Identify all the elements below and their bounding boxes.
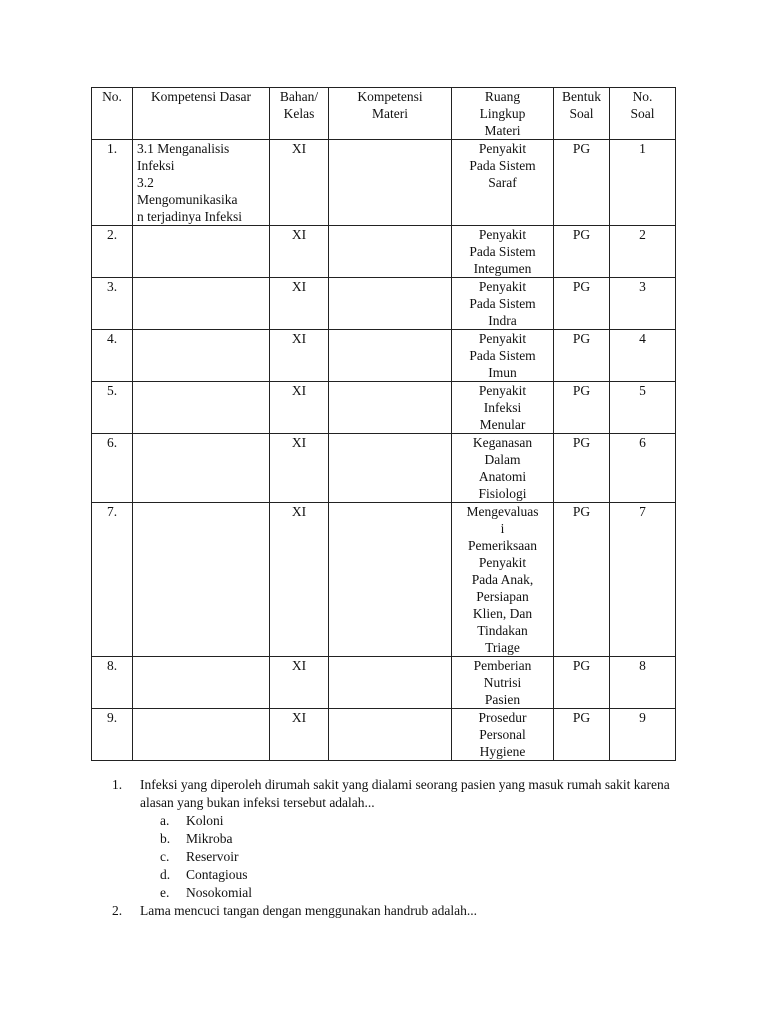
cell-kompetensi-dasar [133,434,270,503]
cell-ruang-lingkup: Pemberian Nutrisi Pasien [452,657,554,709]
cell-no-soal: 6 [610,434,676,503]
cell-bentuk-soal: PG [554,382,610,434]
cell-kompetensi-materi [329,278,452,330]
table-row [92,330,676,382]
question-number: 2. [112,903,123,918]
cell-kompetensi-dasar [133,709,270,761]
cell-bentuk-soal: PG [554,226,610,278]
cell-kompetensi-materi [329,330,452,382]
option-letter: c. [160,849,170,864]
table-row [92,226,676,278]
cell-kelas: XI [270,278,329,330]
cell-bentuk-soal: PG [554,278,610,330]
header-bentuk-soal: Bentuk Soal [554,88,610,140]
cell-kompetensi-materi [329,226,452,278]
option-text: Reservoir [186,849,239,864]
cell-kelas: XI [270,503,329,657]
header-kompetensi-materi: Kompetensi Materi [329,88,452,140]
table-row [92,434,676,503]
cell-bentuk-soal: PG [554,434,610,503]
cell-kelas: XI [270,382,329,434]
cell-kompetensi-dasar [133,657,270,709]
cell-kompetensi-dasar [133,278,270,330]
cell-bentuk-soal: PG [554,330,610,382]
cell-ruang-lingkup: Penyakit Pada Sistem Saraf [452,140,554,226]
question-2 [112,902,682,920]
option-text: Koloni [186,813,224,828]
cell-no-soal: 4 [610,330,676,382]
option-letter: a. [160,813,170,828]
cell-no: 9. [92,709,133,761]
cell-no: 1. [92,140,133,226]
cell-kompetensi-dasar [133,382,270,434]
cell-no-soal: 1 [610,140,676,226]
cell-kelas: XI [270,657,329,709]
cell-kompetensi-dasar [133,503,270,657]
cell-ruang-lingkup: Penyakit Pada Sistem Imun [452,330,554,382]
question-list [112,776,682,920]
cell-kompetensi-materi [329,434,452,503]
header-no-soal: No. Soal [610,88,676,140]
cell-no-soal: 8 [610,657,676,709]
cell-kompetensi-materi [329,140,452,226]
option-item [160,848,682,866]
table-row [92,503,676,657]
cell-no-soal: 7 [610,503,676,657]
header-ruang-lingkup: Ruang Lingkup Materi [452,88,554,140]
table-row [92,709,676,761]
cell-kompetensi-materi [329,709,452,761]
cell-ruang-lingkup: Keganasan Dalam Anatomi Fisiologi [452,434,554,503]
cell-no: 8. [92,657,133,709]
cell-no-soal: 2 [610,226,676,278]
cell-no-soal: 3 [610,278,676,330]
cell-kelas: XI [270,226,329,278]
cell-kompetensi-materi [329,503,452,657]
cell-bentuk-soal: PG [554,140,610,226]
cell-kelas: XI [270,709,329,761]
option-text: Contagious [186,867,248,882]
header-bahan-kelas: Bahan/ Kelas [270,88,329,140]
cell-no: 3. [92,278,133,330]
cell-bentuk-soal: PG [554,709,610,761]
cell-kompetensi-dasar: 3.1 Menganalisis Infeksi 3.2 Mengomunikasika n terjadinya Infeksi [133,140,270,226]
kisi-kisi-table [91,87,676,761]
option-item [160,830,682,848]
table-row [92,140,676,226]
option-letter: d. [160,867,171,882]
cell-kompetensi-dasar [133,330,270,382]
cell-kompetensi-materi [329,382,452,434]
table-row [92,278,676,330]
cell-no-soal: 9 [610,709,676,761]
cell-kelas: XI [270,140,329,226]
cell-ruang-lingkup: Prosedur Personal Hygiene [452,709,554,761]
cell-no-soal: 5 [610,382,676,434]
option-text: Nosokomial [186,885,252,900]
option-text: Mikroba [186,831,233,846]
option-item [160,866,682,884]
cell-no: 7. [92,503,133,657]
option-letter: b. [160,831,171,846]
cell-bentuk-soal: PG [554,503,610,657]
question-1 [112,776,682,812]
cell-ruang-lingkup: Penyakit Pada Sistem Indra [452,278,554,330]
header-no: No. [92,88,133,140]
cell-bentuk-soal: PG [554,657,610,709]
cell-ruang-lingkup: Mengevaluas i Pemeriksaan Penyakit Pada Anak, Persiapan Klien, Dan Tindakan Triage [452,503,554,657]
cell-kompetensi-dasar [133,226,270,278]
header-row [92,88,676,140]
option-letter: e. [160,885,170,900]
cell-kelas: XI [270,330,329,382]
question-text: Lama mencuci tangan dengan menggunakan handrub adalah... [140,903,477,918]
table-row [92,657,676,709]
cell-ruang-lingkup: Penyakit Infeksi Menular [452,382,554,434]
question-number: 1. [112,777,123,792]
option-item [160,884,682,902]
option-item [160,812,682,830]
cell-no: 5. [92,382,133,434]
cell-kompetensi-materi [329,657,452,709]
cell-no: 2. [92,226,133,278]
header-kompetensi-dasar: Kompetensi Dasar [133,88,270,140]
cell-no: 4. [92,330,133,382]
table-row [92,382,676,434]
cell-ruang-lingkup: Penyakit Pada Sistem Integumen [452,226,554,278]
question-text: Infeksi yang diperoleh dirumah sakit yang dialami seorang pasien yang masuk rumah sakit karena alasan yang bukan infeksi tersebut adalah... [140,777,670,810]
cell-no: 6. [92,434,133,503]
cell-kelas: XI [270,434,329,503]
